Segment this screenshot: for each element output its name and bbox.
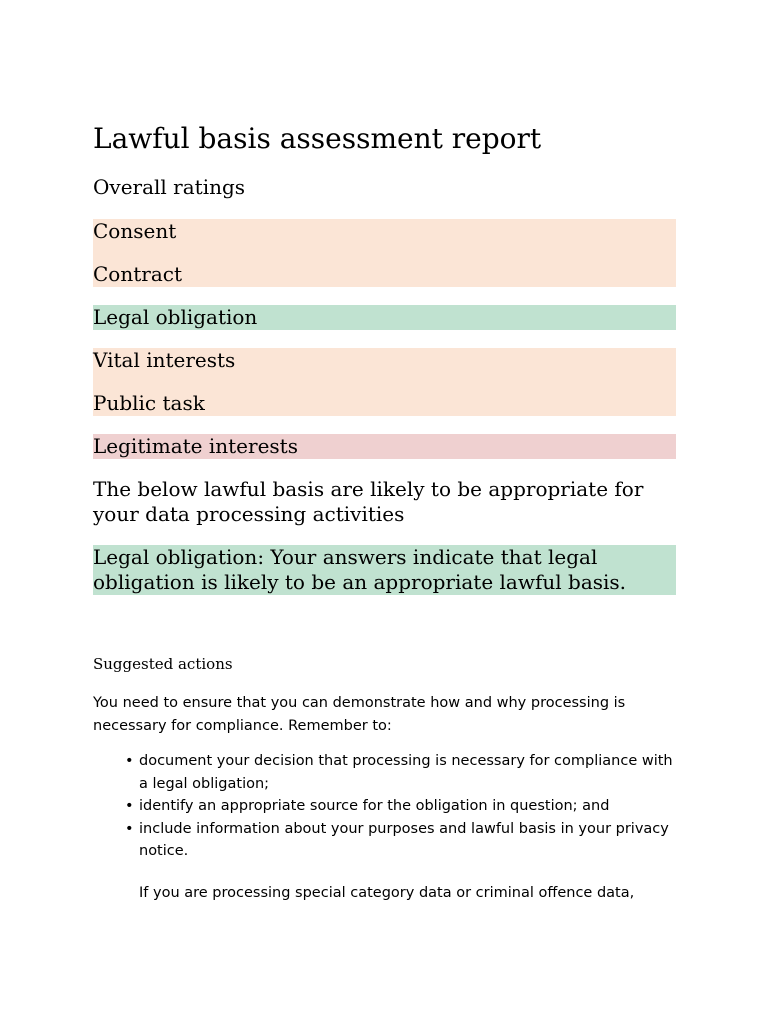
rating-label: Vital interests bbox=[93, 348, 236, 372]
bullet-icon: • bbox=[125, 753, 134, 769]
rating-label: Legal obligation bbox=[93, 305, 258, 329]
rating-public-task bbox=[93, 391, 676, 416]
suggested-actions-intro: You need to ensure that you can demonstrate how and why processing is necessary for compliance. Remember to: bbox=[93, 695, 626, 734]
rating-label: Public task bbox=[93, 391, 205, 415]
list-item-text: document your decision that processing is necessary for compliance with a legal obligation; bbox=[139, 753, 673, 792]
list-item bbox=[93, 750, 676, 795]
bullet-icon: • bbox=[125, 798, 134, 814]
rating-contract bbox=[93, 262, 676, 287]
rating-block-green bbox=[93, 305, 676, 330]
suggested-actions-list bbox=[93, 750, 676, 863]
page-title: Lawful basis assessment report bbox=[93, 122, 542, 155]
rating-label: Consent bbox=[93, 219, 177, 243]
rating-block-red bbox=[93, 434, 676, 459]
rating-label: Legitimate interests bbox=[93, 434, 298, 458]
bullet-icon: • bbox=[125, 820, 134, 837]
list-item bbox=[93, 818, 676, 863]
special-category-note: If you are processing special category data or criminal offence data, bbox=[139, 885, 635, 901]
rating-consent bbox=[93, 219, 676, 262]
rating-legal-obligation bbox=[93, 305, 676, 330]
rating-vital-interests bbox=[93, 348, 676, 391]
list-item bbox=[93, 795, 676, 818]
overall-ratings-heading: Overall ratings bbox=[93, 175, 246, 199]
rating-legitimate-interests bbox=[93, 434, 676, 459]
rating-label: Contract bbox=[93, 262, 182, 286]
rating-block-amber-2 bbox=[93, 348, 676, 416]
list-item-text: identify an appropriate source for the obligation in question; and bbox=[139, 798, 610, 814]
suggested-actions-heading: Suggested actions bbox=[93, 655, 233, 673]
legal-obligation-finding: Legal obligation: Your answers indicate that legal obligation is likely to be an appropriate lawful basis. bbox=[93, 545, 676, 595]
rating-block-amber-1 bbox=[93, 219, 676, 287]
appropriate-basis-intro: The below lawful basis are likely to be appropriate for your data processing activities bbox=[93, 477, 644, 526]
list-item-text: include information about your purposes and lawful basis in your privacy notice. bbox=[139, 820, 669, 859]
